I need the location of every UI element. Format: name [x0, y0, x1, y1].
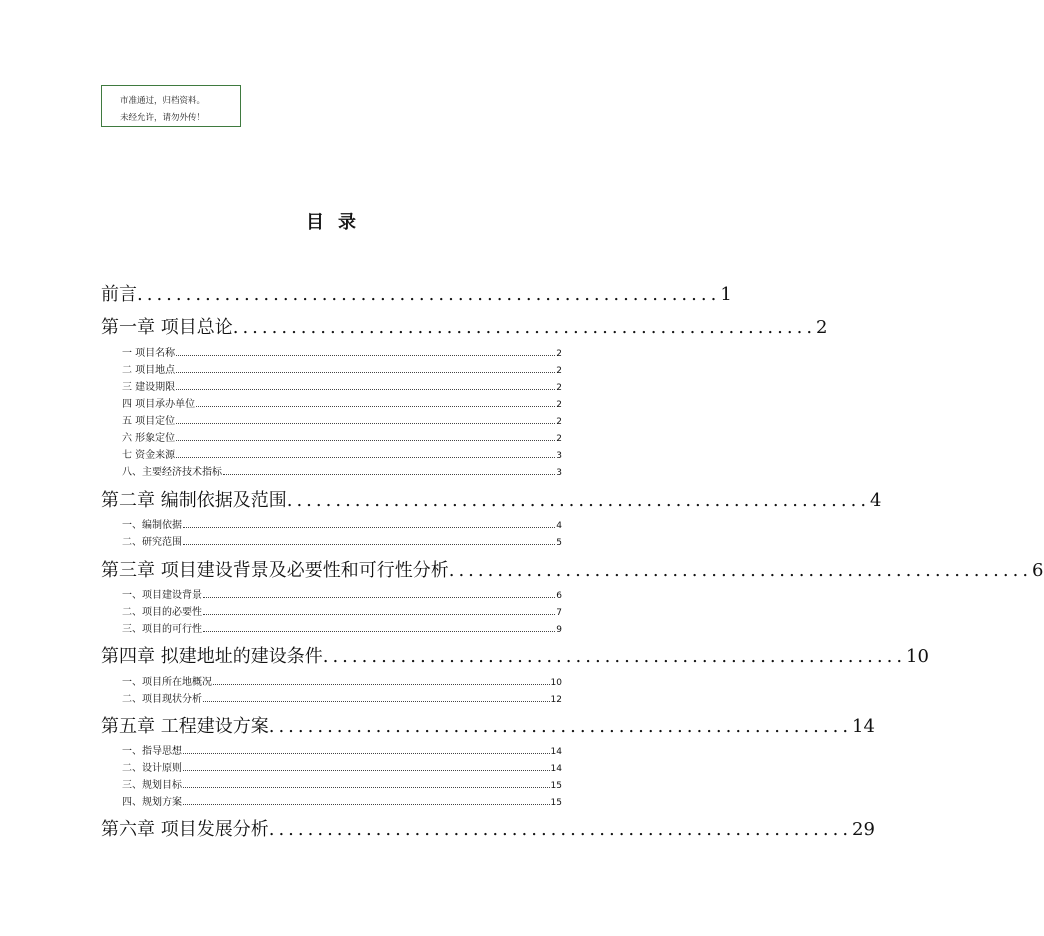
- toc-entry-label: 一、指导思想: [122, 746, 182, 757]
- toc-page-number: 14: [550, 764, 562, 774]
- toc-section-entry[interactable]: [101, 429, 562, 443]
- toc-page-number: 2: [556, 349, 562, 359]
- toc-entry-label: 一、编制依据: [122, 520, 182, 531]
- toc-section-entry[interactable]: [101, 344, 562, 358]
- toc-leader-dots: ............................................................: [448, 560, 1033, 581]
- toc-leader-dots: [213, 676, 550, 685]
- toc-page-number: 14: [550, 747, 562, 757]
- toc-leader-dots: [196, 398, 555, 407]
- toc-page-number: 1: [720, 284, 732, 305]
- toc-entry-label: 第三章 项目建设背景及必要性和可行性分析: [101, 560, 449, 581]
- toc-leader-dots: [183, 536, 555, 545]
- toc-section-entry[interactable]: [101, 673, 562, 687]
- toc-section-entry[interactable]: [101, 793, 562, 807]
- toc-leader-dots: [203, 693, 550, 702]
- toc-section-entry[interactable]: [101, 690, 562, 704]
- toc-leader-dots: [183, 745, 550, 754]
- toc-entry-label: 第一章 项目总论: [101, 317, 233, 338]
- toc-page-number: 2: [556, 400, 562, 410]
- toc-page-number: 7: [556, 608, 562, 618]
- toc-leader-dots: [176, 347, 555, 356]
- toc-entry-label: 一、项目所在地概况: [122, 677, 212, 688]
- toc-leader-dots: [183, 519, 555, 528]
- toc-entry-label: 八、主要经济技术指标: [122, 467, 222, 478]
- toc-entry-label: 第六章 项目发展分析: [101, 819, 269, 840]
- toc-section-entry[interactable]: [101, 361, 562, 375]
- toc-chapter-entry[interactable]: [101, 280, 732, 306]
- toc-chapter-entry[interactable]: [101, 313, 828, 339]
- toc-page-number: 5: [556, 538, 562, 548]
- toc-leader-dots: [176, 449, 555, 458]
- toc-leader-dots: [176, 432, 555, 441]
- toc-entry-label: 四 项目承办单位: [122, 399, 196, 410]
- toc-chapter-entry[interactable]: [101, 712, 875, 738]
- toc-entry-label: 第二章 编制依据及范围: [101, 490, 287, 511]
- toc-section-entry[interactable]: [101, 378, 562, 392]
- toc-section-entry[interactable]: [101, 586, 562, 600]
- toc-page-number: 4: [870, 490, 882, 511]
- toc-entry-label: 二 项目地点: [122, 365, 176, 376]
- stamp-line-1: 市准通过，归档资料。: [120, 96, 206, 106]
- toc-section-entry[interactable]: [101, 516, 562, 530]
- toc-leader-dots: ............................................................: [286, 490, 871, 511]
- toc-entry-label: 一、项目建设背景: [122, 590, 202, 601]
- toc-page-number: 10: [906, 646, 929, 667]
- toc-page-number: 29: [852, 819, 875, 840]
- toc-entry-label: 三、规划目标: [122, 780, 182, 791]
- toc-section-entry[interactable]: [101, 776, 562, 790]
- toc-page-number: 15: [550, 798, 562, 808]
- toc-page-number: 6: [556, 591, 562, 601]
- toc-leader-dots: [183, 779, 550, 788]
- toc-entry-label: 五 项目定位: [122, 416, 176, 427]
- toc-leader-dots: [176, 364, 555, 373]
- stamp-line-2: 未经允许，请勿外传！: [120, 113, 206, 123]
- toc-section-entry[interactable]: [101, 742, 562, 756]
- toc-section-entry[interactable]: [101, 620, 562, 634]
- toc-leader-dots: ............................................................: [137, 284, 721, 305]
- toc-chapter-entry[interactable]: [101, 486, 882, 512]
- toc-leader-dots: ............................................................: [268, 819, 853, 840]
- toc-leader-dots: [203, 623, 555, 632]
- toc-section-entry[interactable]: [101, 395, 562, 409]
- toc-entry-label: 第四章 拟建地址的建设条件: [101, 646, 323, 667]
- toc-section-entry[interactable]: [101, 759, 562, 773]
- stamp-notice: [101, 85, 241, 127]
- toc-leader-dots: [183, 796, 550, 805]
- toc-chapter-entry[interactable]: [101, 556, 1044, 582]
- toc-entry-label: 四、规划方案: [122, 797, 182, 808]
- toc-leader-dots: [176, 381, 555, 390]
- toc-entry-label: 六 形象定位: [122, 433, 176, 444]
- toc-chapter-entry[interactable]: [101, 815, 875, 841]
- page-title: 目录: [306, 212, 370, 233]
- toc-page-number: 2: [556, 366, 562, 376]
- toc-page-number: 3: [556, 451, 562, 461]
- toc-section-entry[interactable]: [101, 412, 562, 426]
- toc-page-number: 2: [556, 417, 562, 427]
- toc-page-number: 2: [556, 434, 562, 444]
- toc-page-number: 10: [550, 678, 562, 688]
- toc-leader-dots: [183, 762, 550, 771]
- toc-leader-dots: [176, 415, 555, 424]
- toc-leader-dots: ............................................................: [268, 716, 853, 737]
- toc-leader-dots: ............................................................: [232, 317, 817, 338]
- toc-section-entry[interactable]: [101, 533, 562, 547]
- toc-leader-dots: [203, 589, 555, 598]
- toc-section-entry[interactable]: [101, 446, 562, 460]
- toc-entry-label: 三 建设期限: [122, 382, 176, 393]
- toc-page-number: 15: [550, 781, 562, 791]
- toc-page-number: 6: [1032, 560, 1044, 581]
- toc-page-number: 2: [816, 317, 828, 338]
- toc-entry-label: 二、研究范围: [122, 537, 182, 548]
- toc-entry-label: 二、设计原则: [122, 763, 182, 774]
- toc-entry-label: 一 项目名称: [122, 348, 176, 359]
- toc-entry-label: 三、项目的可行性: [122, 624, 202, 635]
- toc-page-number: 12: [550, 695, 562, 705]
- toc-entry-label: 前言: [101, 284, 137, 305]
- toc-entry-label: 二、项目现状分析: [122, 694, 202, 705]
- toc-leader-dots: ............................................................: [322, 646, 907, 667]
- toc-leader-dots: [203, 606, 555, 615]
- toc-section-entry[interactable]: [101, 603, 562, 617]
- toc-page-number: 14: [852, 716, 875, 737]
- toc-page-number: 4: [556, 521, 562, 531]
- toc-leader-dots: [223, 466, 555, 475]
- toc-entry-label: 第五章 工程建设方案: [101, 716, 269, 737]
- toc-chapter-entry[interactable]: [101, 642, 929, 668]
- toc-page-number: 9: [556, 625, 562, 635]
- toc-page-number: 3: [556, 468, 562, 478]
- toc-entry-label: 七 资金来源: [122, 450, 176, 461]
- toc-entry-label: 二、项目的必要性: [122, 607, 202, 618]
- toc-page-number: 2: [556, 383, 562, 393]
- toc-section-entry[interactable]: [101, 463, 562, 477]
